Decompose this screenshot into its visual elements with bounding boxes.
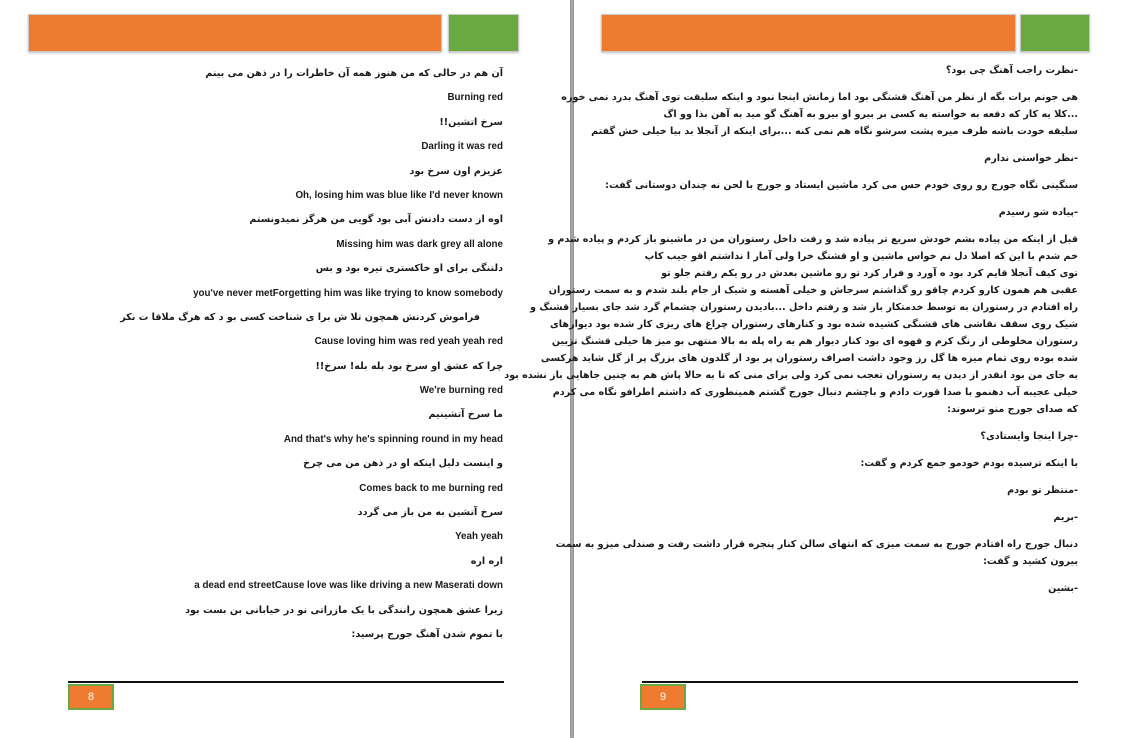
dialogue-line: -منتظر تو بودم xyxy=(1007,485,1078,496)
paragraph-line: عقبی هم همون کارو کردم چاقو رو گذاشتم سرجاش و خیلی آهسته و شیک از جام بلند شدم و به سمت رستوران xyxy=(548,285,1078,296)
paragraph-line: قبل از اینکه من پیاده بشم خودش سریع تر پیاده شد و رفت داخل رستوران من در ماشینو باز کردم و پیاده شدم و xyxy=(548,234,1078,245)
paragraph-line: سنگینی نگاه جورج رو روی خودم حس می کرد ماشین ایستاد و جورج با لحن نه چندان دوستانی گفت: xyxy=(605,180,1078,191)
paragraph-line: به جای من بود انقدر از دیدن یه رستوران تعجب نمی کرد ولی برای منی که تا به حالا پاش هم به چنین جاهایی باز نشده بود xyxy=(504,370,1078,381)
page-number-badge: 9 xyxy=(640,684,686,710)
footer-rule xyxy=(68,681,504,683)
paragraph-line: سلیقه خودت باشه طرف میره پشت سرشو نگاه هم نمی کنه ...برای اینکه از آنجلا بد بیا خیلی خش گفتم xyxy=(591,126,1078,137)
lyric-line-persian: اوه از دست دادنش آبی بود گویی من هرگز نمیدونستم xyxy=(249,214,503,226)
dialogue-line: -نظرت راجب آهنگ چی بود؟ xyxy=(945,65,1078,76)
page-number-badge: 8 xyxy=(68,684,114,710)
lyric-line-english: you've never metForgetting him was like trying to know somebody xyxy=(193,287,503,299)
text-line: با تموم شدن آهنگ جورج پرسید: xyxy=(351,628,503,640)
paragraph-line: هی جونم برات بگه از نظر من آهنگ قشنگی بود اما زمانش اینجا نبود و اینکه سلیقت توی آهنگ بدرد نمی خوره xyxy=(561,92,1078,103)
paragraph-line: رستوران مخلوطی از رنگ کرم و قهوه ای بود کنار دیوار هم یه راه پله به بالا منتهی بو میز ها خیلی قشنگ تزیین xyxy=(551,336,1078,347)
paragraph-line: شده بوده روی تمام میزه ها گل رز وجود داشت اصراف رستوران پر بود از گلدون های بزرگ پر از گل شاید هرکسی xyxy=(540,353,1078,364)
lyric-line-persian: اره اره xyxy=(470,555,503,567)
page-text-right xyxy=(504,62,1078,597)
lyric-line-english: And that's why he's spinning round in my head xyxy=(283,433,503,445)
lyric-line-english: Missing him was dark grey all alone xyxy=(336,238,503,250)
lyric-line-english: Oh, losing him was blue like I'd never known xyxy=(295,189,503,201)
header-bar-orange xyxy=(601,14,1016,52)
paragraph-line: با اینکه ترسیده بودم خودمو جمع کردم و گفت: xyxy=(860,458,1078,469)
header-bar-green xyxy=(448,14,519,52)
document-page-left xyxy=(0,0,570,738)
paragraph-line: دنبال جورج راه افتادم جورج به سمت میزی که انتهای سالن کنار پنجره قرار داشت رفت و صندلی میزو به سمت xyxy=(555,539,1078,550)
paragraph-line: که صدای جورج منو ترسوند: xyxy=(947,404,1078,415)
paragraph-line: شیک روی سقف نقاشی های قشنگی کشیده شده بود و کنارهای رستوران چراغ های ریزی کار شده بود دیوارهای xyxy=(550,319,1078,330)
dialogue-line: -نظر خواستی ندارم xyxy=(984,153,1078,164)
lyric-line-english: Darling it was red xyxy=(421,141,503,153)
lyric-line-persian: و اینست دلیل اینکه او در ذهن من می چرخ xyxy=(303,458,503,470)
dialogue-line: -پیاده شو رسیدم xyxy=(998,207,1078,218)
lyric-line-persian: فراموش کردنش همچون تلا ش برا ی شناخت کسی بو د که هرگ ملاقا ت نکر xyxy=(120,311,480,323)
paragraph-line: بیرون کشید و گفت: xyxy=(983,556,1078,567)
lyric-line-english: Cause loving him was red yeah yeah red xyxy=(314,336,503,348)
header-bar-green xyxy=(1020,14,1090,52)
lyric-line-english: Comes back to me burning red xyxy=(359,482,503,494)
lyric-line-persian: چرا که عشق او سرخ بود بله بله! سرخ!! xyxy=(315,360,503,372)
lyric-line-persian: عزیزم اون سرخ بود xyxy=(409,165,503,177)
header-bar-orange xyxy=(28,14,442,52)
document-page-right xyxy=(504,0,1144,738)
text-line: آن هم در حالی که من هنوز همه آن خاطرات را در ذهن می بینم xyxy=(205,68,503,79)
dialogue-line: -بشین xyxy=(1048,583,1078,594)
lyric-line-persian: سرخ اتشین!! xyxy=(439,116,503,128)
lyric-line-english: Burning red xyxy=(447,92,503,104)
dialogue-line: -چرا اینجا وایستادی؟ xyxy=(980,431,1078,442)
page-text-left xyxy=(120,62,503,647)
paragraph-line: خیلی عجیبه آب دهنمو با صدا قورت دادم و باچشم دنبال جورج گشتم همینطوری که داشتم اطرافو نگاه می کردم xyxy=(552,387,1078,398)
lyric-line-persian: سرخ آتشین به من باز می گردد xyxy=(357,507,503,519)
lyric-line-persian: ما سرخ آتشینیم xyxy=(428,409,503,421)
lyric-line-english: We're burning red xyxy=(419,385,503,397)
paragraph-line: راه افتادم در رستوران به توسط خدمتکار باز شد و رفتم داخل ...بادیدن رستوران چشمام گرد شد جای بسیار قشنگ و xyxy=(530,302,1078,313)
paragraph-line: خم شدم با این که اصلا دل نم خواس ماشین و او قشنگ خرا ولی آمار ا نداشتم اقو جیب کاپ xyxy=(644,251,1078,262)
paragraph-line: ...کلا یه کار که دفعه به خواسته یه کسی بر بیرو او بیرو به آهنگ گو مید به آهن بذا وو اگ xyxy=(663,109,1078,120)
paragraph-line: توی کیف آنجلا قایم کرد بود ه آورد و فرار کرد تو رو ماشین بعدش در رو یکم رفتم جلو تو xyxy=(661,268,1078,279)
lyric-line-persian: زیرا عشق همچون رانندگی با یک مازراتی نو در خیابانی بن بست بود xyxy=(185,604,503,616)
lyric-line-persian: دلتنگی برای او خاکستری تیره بود و بس xyxy=(315,263,503,275)
lyric-line-english: a dead end streetCause love was like driving a new Maserati down xyxy=(194,580,503,592)
footer-rule xyxy=(642,681,1078,683)
dialogue-line: -بریم xyxy=(1053,512,1078,523)
lyric-line-english: Yeah yeah xyxy=(455,531,503,543)
